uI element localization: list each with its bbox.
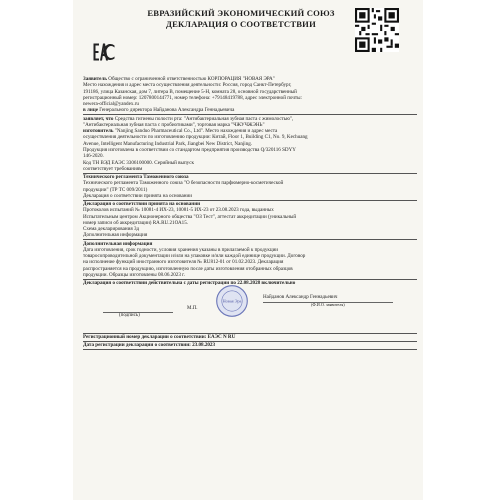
additional-line-1: Дата изготовления, срок годности, условия хранения указаны в прилагаемой к продукции: [83, 246, 279, 253]
basis-line-2: Испытательным центром Акционерного общества "ОЗ Тест", аттестат аккредитации (уникальный: [83, 213, 297, 220]
conformity-line-2: продукции" (ТР ТС 009/2011): [83, 186, 148, 193]
stamp-mark-label: М.П.: [187, 306, 198, 312]
signatory-name: Найданов Александр Геннадьевич: [263, 294, 338, 301]
additional-line-3: на исполнение функций иностранного изготовителя № RU812-01 от 01.02.2023. Декларация: [83, 259, 284, 266]
additional-line-4: распространяется на продукцию, изготовленную после даты изготовления отобранных образцов: [83, 265, 293, 272]
conformity-line-3: Декларация о соответствии принята на основании: [83, 192, 192, 199]
product-line-6: Продукция изготовлена в соответствии со стандартом предприятия производства Q/320116 SDYY: [83, 147, 296, 154]
applicant-line-4: регистрационный номер: 1207800144771, номер телефона: +79148419788, адрес электронной почты:: [83, 94, 302, 101]
basis-line-5: Дополнительная информация: [83, 232, 148, 239]
company-seal-icon: [215, 284, 249, 318]
validity-line: Декларация о соответствии действительна с даты регистрации по 22.08.2028 включительно: [83, 280, 296, 287]
signatory-block: [263, 294, 413, 307]
svg-text:Новая Эра: Новая Эра: [222, 299, 242, 305]
additional-heading: Дополнительная информация: [83, 240, 153, 247]
registration-date: Дата регистрации декларации о соответствии: 23.08.2023: [83, 342, 216, 349]
eac-logo-icon: [93, 42, 115, 62]
declares-line: заявляет, что Средства гигиены полости рта: "Антибактериальная зубная паста с жимолостью",: [83, 115, 294, 122]
signatory-name-caption: (Ф.И.О. заявителя): [311, 302, 345, 308]
basis-heading: Декларация о соответствии принята на основании: [83, 200, 201, 207]
basis-line-3: номер записи об аккредитации) RA.RU.21ОА15.: [83, 219, 189, 226]
product-line-2: "Антибактериальная зубная паста с пробиотиками", торговая марка "ЧЖУЧЖЭНЬ": [83, 121, 265, 128]
signature-caption: (подпись): [119, 313, 140, 319]
additional-line-2: товаросопроводительной документации и/или на упаковке и/или каждой единице продукции. Договор: [83, 253, 306, 260]
applicant-line-3: 191186, улица Казанская, дом 7, литера В, помещение 5-Н, комната 28, основной государственный: [83, 88, 297, 95]
product-line-8: Код ТН ВЭД ЕАЭС 3306100000. Серийный выпуск: [83, 159, 194, 166]
applicant-line-1: Заявитель Общество с ограниченной ответственностью КОРПОРАЦИЯ "НОВАЯ ЭРА": [83, 76, 275, 82]
header-line-1: ЕВРАЗИЙСКИЙ ЭКОНОМИЧЕСКИЙ СОЮЗ: [147, 8, 335, 18]
conformity-line-1: Технического регламента Таможенного союза "О безопасности парфюмерно-косметической: [83, 180, 284, 187]
conformity-heading: Технического регламента Таможенного союза: [83, 174, 189, 181]
header-title: [117, 8, 365, 29]
applicant-line-6: в лице Генерального директора Найданова Александра Геннадьевича: [83, 107, 235, 114]
applicant-line-2: Место нахождения и адрес места осуществления деятельности: Россия, город Санкт-Петербург,: [83, 82, 292, 89]
qr-code-icon: [355, 8, 399, 52]
product-line-5: Avenue, Intelligent Manufacturing Industrial Park, Jiangbei New District, Nanjing.: [83, 140, 253, 147]
product-line-9: соответствует требованиям: [83, 165, 143, 172]
basis-line-1: Протоколов испытаний № 10081-4 ИХ-23, 10081-5 ИХ-23 от 23.08.2023 года, выданных: [83, 207, 274, 214]
applicant-line-5: newera-official@yandex.ru: [83, 101, 139, 108]
additional-line-5: продукции. Образцы изготовлены 08.06.2023 г.: [83, 272, 185, 279]
product-line-4: осуществления деятельности по изготовлению продукции: Китай, Floor 1, Building C1, No. 9, Kechuang: [83, 134, 308, 141]
basis-line-4: Схема декларирования 3д: [83, 226, 140, 233]
certificate-content: [83, 8, 417, 350]
signature-block: [83, 288, 417, 332]
product-line-7: 146-2020.: [83, 153, 104, 160]
registration-number: Регистрационный номер декларации о соответствии: ЕАЭС N RU: [83, 334, 236, 341]
header-line-2: ДЕКЛАРАЦИЯ О СООТВЕТСТВИИ: [166, 18, 316, 29]
manufacturer-line: изготовитель "Nanjing Sanduo Pharmaceutical Co., Ltd". Место нахождения и адрес места: [83, 128, 278, 135]
